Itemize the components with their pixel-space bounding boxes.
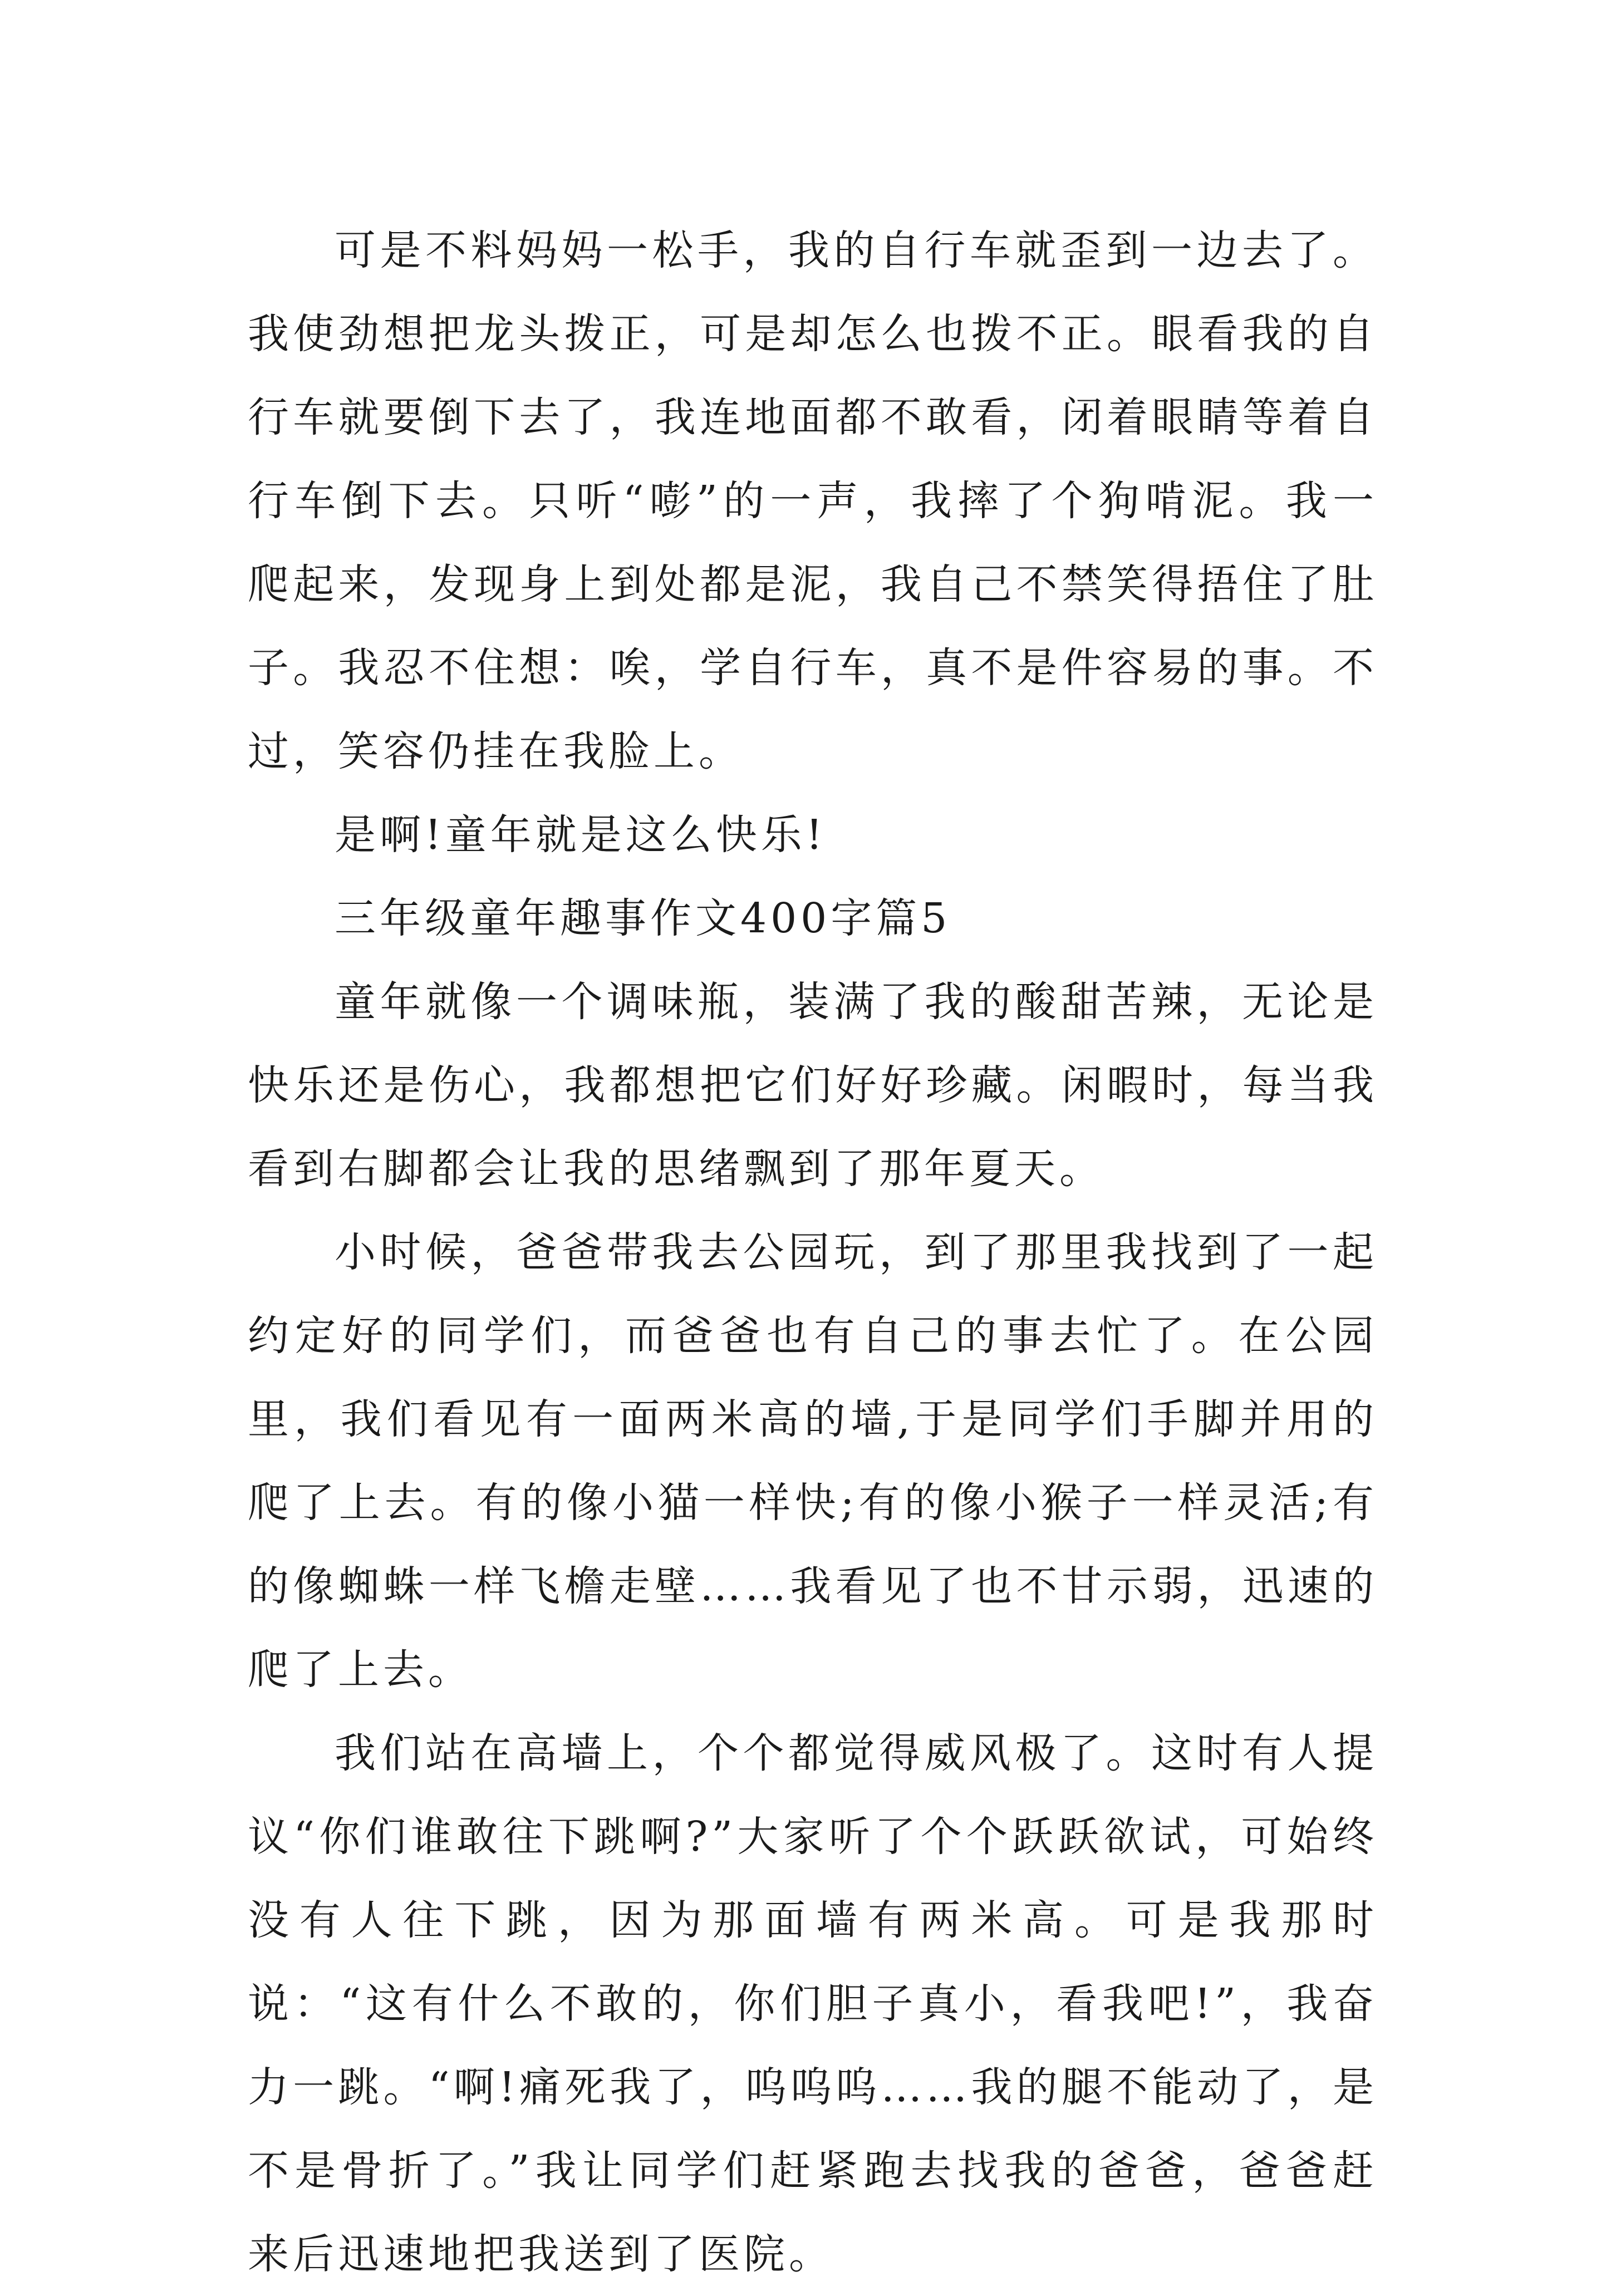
paragraph-spice-bottle: 童年就像一个调味瓶，装满了我的酸甜苦辣，无论是快乐还是伤心，我都想把它们好好珍藏。闲暇时，每当我看到右脚都会让我的思绪飘到了那年夏天。 bbox=[248, 978, 1378, 1193]
paragraph-bike-fall: 可是不料妈妈一松手，我的自行车就歪到一边去了。我使劲想把龙头拨正，可是却怎么也拨不正。眼看我的自行车就要倒下去了，我连地面都不敢看，闭着眼睛等着自行车倒下去。只听“嘭”的一声，我摔了个狗啃泥。我一爬起来，发现身上到处都是泥，我自己不禁笑得捂住了肚子。我忍不住想：唉，学自行车，真不是件容易的事。不过，笑容仍挂在我脸上。 bbox=[248, 227, 1378, 775]
essay-heading: 三年级童年趣事作文400字篇5 bbox=[335, 894, 951, 942]
paragraph-childhood-happy: 是啊!童年就是这么快乐! bbox=[335, 811, 827, 859]
paragraph-jump: 我们站在高墙上，个个都觉得威风极了。这时有人提议“你们谁敢往下跳啊?”大家听了个个跃跃欲试，可始终没有人往下跳，因为那面墙有两米高。可是我那时说：“这有什么不敢的，你们胆子真小，看我吧!”，我奋力一跳。“啊!痛死我了，呜呜呜……我的腿不能动了，是不是骨折了。”我让同学们赶紧跑去找我的爸爸，爸爸赶来后迅速地把我送到了医院。 bbox=[248, 1729, 1378, 2278]
paragraph-park-wall: 小时候，爸爸带我去公园玩，到了那里我找到了一起约定好的同学们，而爸爸也有自己的事去忙了。在公园里，我们看见有一面两米高的墙,于是同学们手脚并用的爬了上去。有的像小猫一样快;有的像小猴子一样灵活;有的像蜘蛛一样飞檐走壁……我看见了也不甘示弱，迅速的爬了上去。 bbox=[248, 1228, 1378, 1694]
document-body bbox=[248, 209, 1378, 2296]
